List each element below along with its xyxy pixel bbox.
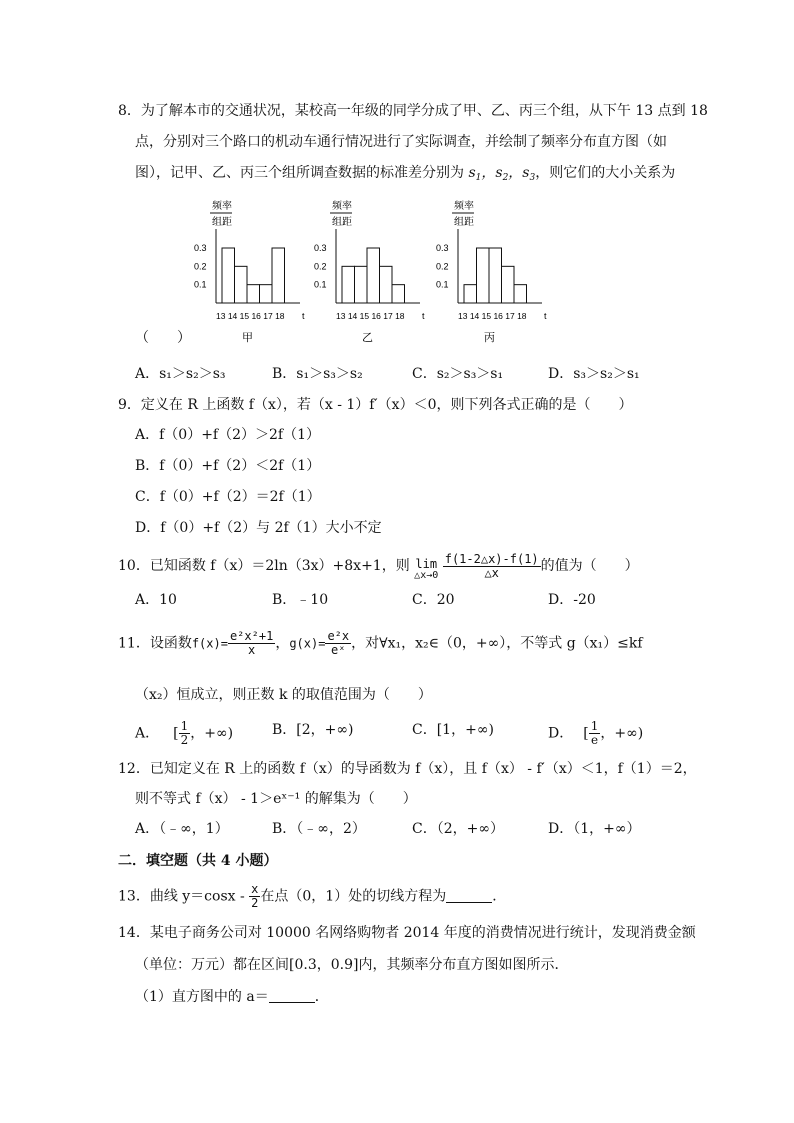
histogram-bar <box>380 266 393 303</box>
y-tick-label: 0.3 <box>194 243 207 253</box>
q13-stem: 13．曲线 y＝cosx - $\frac{x}{2}$ 在点（0，1）处的切线方程为 ． <box>118 882 507 910</box>
q8-line2: 点，分别对三个路口的机动车通行情况进行了实际调查，并绘制了频率分布直方图（如 <box>135 134 667 150</box>
y-tick-label: 0.2 <box>314 261 327 272</box>
y-tick-label: 0.1 <box>436 279 449 290</box>
q10-option-c: C．20 <box>412 592 455 608</box>
q12-option-b: B．（﹣∞，2） <box>272 821 366 837</box>
q9-option-d: D．f（0）+f（2）与 2f（1）大小不定 <box>135 520 382 536</box>
q8-option-b: B．s₁＞s₃＞s₂ <box>272 366 363 382</box>
histogram-2 <box>314 199 425 344</box>
q11-stem: 11．设函数f(x)= $\frac{\text{e²x²+1}}{x}$ ，g(x)= $\frac{\text{e²x}}{\text{eˣ}}$ ，对∀x₁，x₂∈（0，+∞），不等式 g（x₁）≤kf <box>118 629 643 657</box>
histogram-bar <box>355 266 368 303</box>
q11-f-fraction: $\frac{\text{e²x²+1}}{x}$ <box>229 629 274 657</box>
histogram-1 <box>194 199 305 344</box>
histogram-bar <box>235 266 248 303</box>
q11-g-fraction: $\frac{\text{e²x}}{\text{eˣ}}$ <box>327 629 350 657</box>
q8-line1: 8．为了解本市的交通状况，某校高一年级的同学分成了甲、乙、丙三个组，从下午 13 点到 18 <box>118 103 708 119</box>
x-tick-labels: 13 14 15 16 17 18 <box>336 311 405 321</box>
histogram-bar <box>222 248 235 303</box>
q14-answer-blank <box>269 988 315 1003</box>
q9-option-c: C．f（0）+f（2）＝2f（1） <box>135 489 321 505</box>
histogram-3 <box>436 199 547 344</box>
q10-option-d: D．-20 <box>548 592 596 608</box>
q10-stem: 10．已知函数 f（x）＝2ln（3x）+8x+1，则 lim △x→0 $\frac{f(1-2\triangle x)-f(1)}{\triangle x}$ 的值为（ ） <box>118 551 639 581</box>
histogram-charts <box>180 195 580 350</box>
histogram-bar <box>464 285 477 303</box>
histogram-bar <box>272 248 285 303</box>
q8-option-a: A．s₁＞s₂＞s₃ <box>135 366 226 382</box>
y-label-top: 频率 <box>332 201 352 212</box>
q11-line2: （x₂）恒成立，则正数 k 的取值范围为（ ） <box>135 687 432 703</box>
histogram-bar <box>489 248 502 303</box>
q12-option-c: C．（2，+∞） <box>412 821 505 837</box>
q11-option-a: A． [ $\frac{1}{2}$ ，+∞) <box>135 719 234 747</box>
q8-line3-post: ，则它们的大小关系为 <box>535 165 676 181</box>
q8-option-d: D．s₃＞s₂＞s₁ <box>548 366 640 382</box>
x-axis-label: t <box>544 311 547 321</box>
y-tick-label: 0.3 <box>436 243 449 253</box>
q14-line3: （1）直方图中的 a＝ ． <box>135 989 329 1005</box>
q8-line3-pre: 图），记甲、乙、丙三个组所调查数据的标准差分别为 <box>135 165 469 181</box>
y-tick-label: 0.2 <box>194 261 207 272</box>
y-tick-label: 0.1 <box>314 279 327 290</box>
x-tick-labels: 13 14 15 16 17 18 <box>458 311 527 321</box>
q9-option-a: A．f（0）+f（2）＞2f（1） <box>135 427 321 443</box>
histogram-bar <box>247 285 260 303</box>
y-tick-label: 0.3 <box>314 243 327 253</box>
q13-fraction: $\frac{x}{2}$ <box>251 882 259 910</box>
y-tick-label: 0.2 <box>436 261 449 272</box>
q12-line2: 则不等式 f（x） - 1＞eˣ⁻¹ 的解集为（ ） <box>135 791 417 807</box>
q10-option-b: B．﹣10 <box>272 592 329 608</box>
x-axis-label: t <box>422 311 425 321</box>
q13-answer-blank <box>446 888 492 903</box>
y-label-top: 频率 <box>454 201 474 212</box>
histogram-bar <box>514 285 527 303</box>
q9-option-b: B．f（0）+f（2）＜2f（1） <box>135 458 321 474</box>
q12-line1: 12．已知定义在 R 上的函数 f（x）的导函数为 f（x），且 f（x） - f′（x）＜1，f（1）＝2， <box>118 761 697 777</box>
q10-option-a: A．10 <box>135 592 177 608</box>
x-tick-labels: 13 14 15 16 17 18 <box>216 311 285 321</box>
chart-name-label: 甲 <box>242 332 253 344</box>
q10-fraction: $\frac{f(1-2\triangle x)-f(1)}{\triangle x}$ <box>444 551 539 580</box>
q9-stem: 9．定义在 R 上函数 f（x），若（x - 1）f′（x）＜0，则下列各式正确的是（ ） <box>118 397 633 413</box>
chart-name-label: 丙 <box>484 332 495 344</box>
y-label-bottom: 组距 <box>212 217 232 228</box>
chart-name-label: 乙 <box>362 332 373 344</box>
q8-paren: （ ） <box>135 330 191 346</box>
q8-line3 <box>135 163 675 188</box>
y-label-top: 频率 <box>212 201 232 212</box>
x-axis-label: t <box>302 311 305 321</box>
q10-limit: lim △x→0 <box>414 557 439 581</box>
q11-option-d: D． [ $\frac{1}{e}$ ，+∞) <box>548 719 644 747</box>
q11-option-b: B．[2，+∞) <box>272 722 354 738</box>
histogram-bar <box>392 285 405 303</box>
histogram-bar <box>260 285 273 303</box>
histogram-bar <box>367 248 380 303</box>
section-title-fill-in: 二．填空题（共 4 小题） <box>118 853 278 869</box>
y-label-bottom: 组距 <box>454 217 474 228</box>
q8-option-c: C．s₂＞s₃＞s₁ <box>412 366 504 382</box>
histogram-bar <box>342 266 355 303</box>
q12-option-a: A．（﹣∞，1） <box>135 821 229 837</box>
histogram-bar <box>502 266 515 303</box>
q12-option-d: D．（1，+∞） <box>548 821 641 837</box>
y-label-bottom: 组距 <box>332 217 352 228</box>
q14-line2: （单位：万元）都在区间[0.3，0.9]内，其频率分布直方图如图所示． <box>135 957 569 973</box>
q14-line1: 14．某电子商务公司对 10000 名网络购物者 2014 年度的消费情况进行统计，发现消费金额 <box>118 925 696 941</box>
q8-sd-symbols: $s_1$，$s_2$，$s_3$ <box>468 165 536 183</box>
histogram-bar <box>477 248 490 303</box>
y-tick-label: 0.1 <box>194 279 207 290</box>
q11-option-c: C．[1，+∞) <box>412 722 494 738</box>
